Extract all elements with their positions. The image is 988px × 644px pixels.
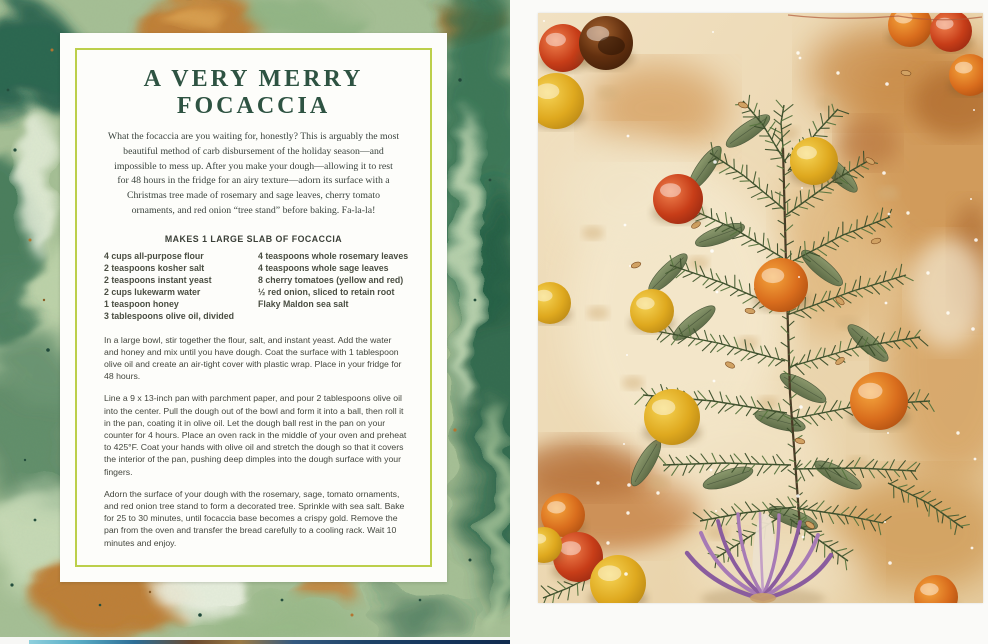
method-steps xyxy=(104,322,408,549)
method-step: Line a 9 x 13-inch pan with parchment paper, and pour 2 tablespoons olive oil into the center. Pull the dough out of the bowl and form it into a ball, then roll it in the pan, coating it in olive oil. Let the dough ball rest in the pan on your counter for 4 hours. Place an oven rack in the middle of your oven and preheat to 425°F. Coat your hands with olive oil and stretch the dough so that it covers the interior of the pan, pushing deep dimples into the dough surface with your fingers. xyxy=(104,393,407,477)
next-page-preview-strip xyxy=(29,640,510,644)
recipe-title-line1: A VERY MERRY xyxy=(143,66,364,92)
method-step: In a large bowl, stir together the flour, salt, and instant yeast. Add the water and honey and mix until you have dough. Coat the surface with 1 tablespoon olive oil and create an air-tight cover with plastic wrap. Place in your fridge for 48 hours. xyxy=(104,334,402,382)
method-step: Adorn the surface of your dough with the rosemary, sage, tomato ornaments, and red onion tree stand to form a decorated tree. Sprinkle with sea salt. Bake for 25 to 30 minutes, until focaccia base becomes a crispy gold. Remove the pan from the oven and transfer the bread carefully to a cooling rack. Wait 10 minutes and enjoy. xyxy=(104,488,405,548)
ingredient: 4 cups all-purpose flour xyxy=(104,250,204,261)
ingredient: 3 tablespoons olive oil, divided xyxy=(104,310,235,321)
photo-page xyxy=(510,0,988,644)
focaccia-photo xyxy=(538,13,983,603)
ingredient: 2 cups lukewarm water xyxy=(104,286,201,297)
recipe-card xyxy=(60,33,447,582)
recipe-title xyxy=(144,66,364,120)
ingredient: 2 teaspoons kosher salt xyxy=(104,262,205,273)
recipe-title-line2: FOCACCIA xyxy=(176,93,331,119)
recipe-intro: What the focaccia are you waiting for, honestly? This is arguably the most beautiful method of carb disbursement of the holiday season—and impossible to mess up. After you make your dough—allowing it to rest for 48 hours in the fridge for an airy texture—adorn its surface with a Christmas tree made of rosemary and sage leaves, cherry tomato ornaments, and red onion “tree stand” before baking. Fa-la-la! xyxy=(107,131,400,216)
ingredient-list xyxy=(77,250,430,322)
ingredient-column-2 xyxy=(258,250,418,322)
yield-heading: MAKES 1 LARGE SLAB OF FOCACCIA xyxy=(164,233,343,244)
ingredient: 4 teaspoons whole sage leaves xyxy=(258,262,389,273)
ingredient: ½ red onion, sliced to retain root xyxy=(258,286,395,297)
ingredient: 4 teaspoons whole rosemary leaves xyxy=(258,250,409,261)
ingredient: Flaky Maldon sea salt xyxy=(258,298,349,309)
ingredient-column-1 xyxy=(104,250,256,322)
ingredient: 2 teaspoons instant yeast xyxy=(104,274,212,285)
ingredient: 8 cherry tomatoes (yellow and red) xyxy=(258,274,404,285)
ingredient: 1 teaspoon honey xyxy=(104,298,179,309)
